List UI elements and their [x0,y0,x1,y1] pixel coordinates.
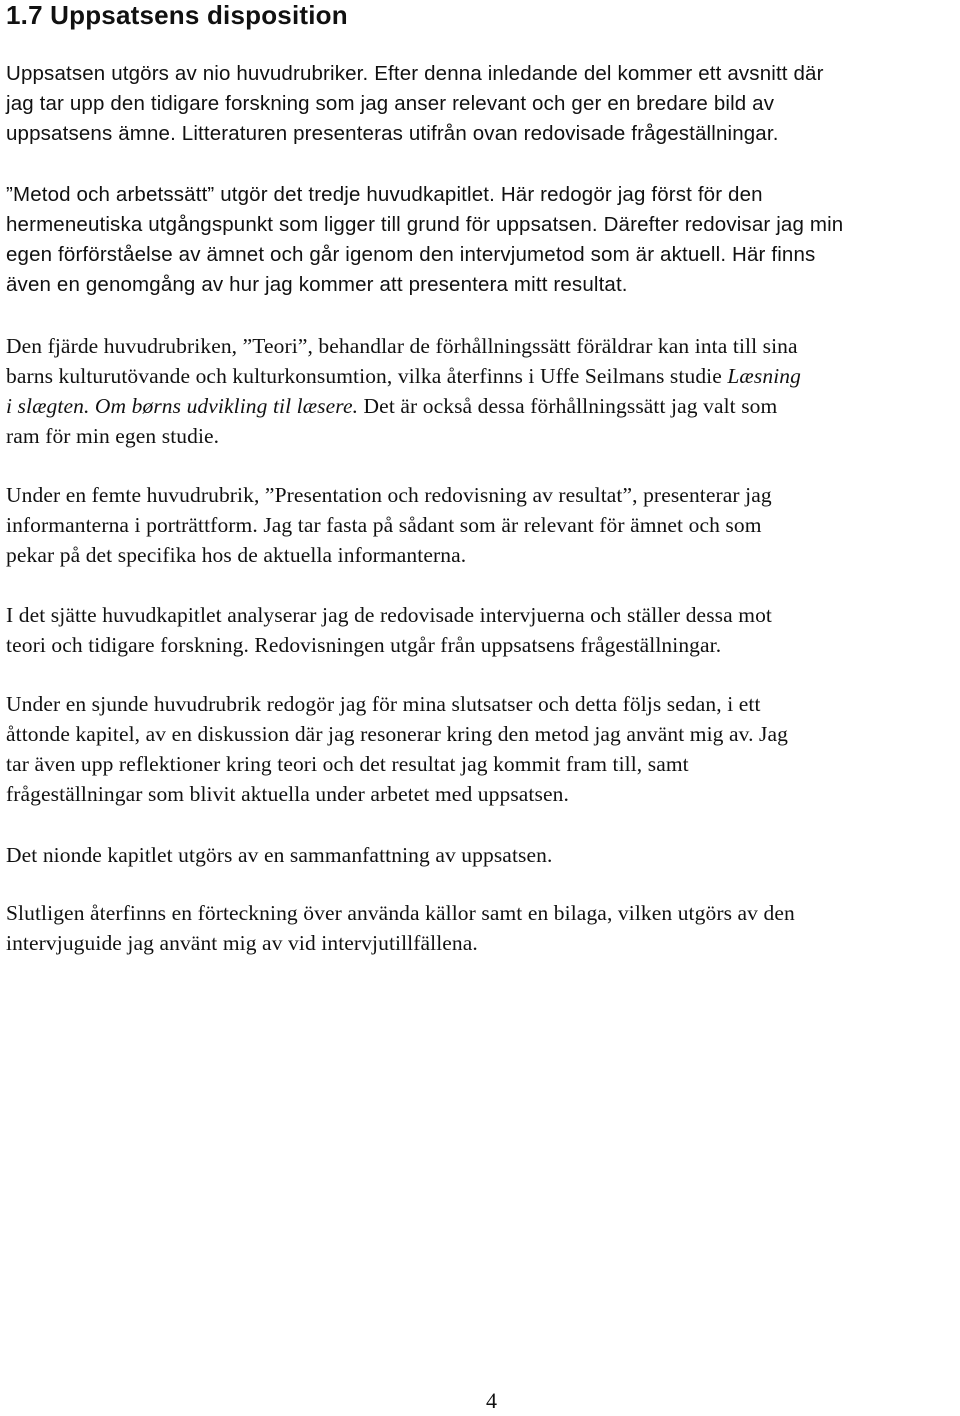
paragraph-presentation [6,480,956,570]
text-line: uppsatsens ämne. Litteraturen presenteras utifrån ovan redovisade frågeställningar. [6,122,779,145]
paragraph-summary [6,840,956,870]
text-line: teori och tidigare forskning. Redovisningen utgår från uppsatsens frågeställningar. [6,633,722,657]
paragraph-analysis [6,600,956,660]
text-line: ”Metod och arbetssätt” utgör det tredje huvudkapitlet. Här redogör jag först för den [6,183,763,206]
text-line: pekar på det specifika hos de aktuella informanterna. [6,543,467,567]
text-line: även en genomgång av hur jag kommer att presentera mitt resultat. [6,273,628,296]
text-line: åttonde kapitel, av en diskussion där jag resonerar kring den metod jag använt mig av. Jag [6,722,788,746]
paragraph-introduction [6,59,956,149]
text-line: Den fjärde huvudrubriken, ”Teori”, behandlar de förhållningssätt föräldrar kan inta till sina [6,334,798,358]
text-line: frågeställningar som blivit aktuella under arbetet med uppsatsen. [6,782,569,806]
section-heading: 1.7 Uppsatsens disposition [6,0,348,30]
page-number: 4 [486,1388,497,1413]
text-line: informanterna i porträttform. Jag tar fasta på sådant som är relevant för ämnet och som [6,513,762,537]
text-line: tar även upp reflektioner kring teori och det resultat jag kommit fram till, samt [6,752,689,776]
text-line: jag tar upp den tidigare forskning som jag anser relevant och ger en bredare bild av [6,92,775,115]
book-title-italic: i slægten. Om børns udvikling til læsere. [6,394,359,418]
text-line: Under en sjunde huvudrubrik redogör jag för mina slutsatser och detta följs sedan, i ett [6,692,761,716]
text-line: Slutligen återfinns en förteckning över använda källor samt en bilaga, vilken utgörs av den [6,901,795,925]
text-line: I det sjätte huvudkapitlet analyserar jag de redovisade intervjuerna och ställer dessa mot [6,603,773,627]
text-line: ram för min egen studie. [6,424,220,448]
text-line: intervjuguide jag använt mig av vid intervjutillfällena. [6,931,478,955]
paragraph-sources [6,898,956,958]
text-line: Uppsatsen utgörs av nio huvudrubriker. Efter denna inledande del kommer ett avsnitt där [6,62,824,85]
text-line: hermeneutiska utgångspunkt som ligger till grund för uppsatsen. Därefter redovisar jag min [6,213,844,236]
text-segment: Det är också dessa förhållningssätt jag valt som [358,394,778,418]
text-line: Under en femte huvudrubrik, ”Presentation och redovisning av resultat”, presenterar jag [6,483,772,507]
text-line: Det nionde kapitlet utgörs av en sammanfattning av uppsatsen. [6,843,553,867]
paragraph-method [6,180,956,300]
paragraph-theory [6,331,956,451]
text-segment: barns kulturutövande och kulturkonsumtion, vilka återfinns i Uffe Seilmans studie [6,364,728,388]
paragraph-conclusions [6,689,956,809]
text-line: egen förförståelse av ämnet och går igenom den intervjumetod som är aktuell. Här finns [6,243,816,266]
text-line [6,361,956,391]
text-line [6,391,956,421]
book-title-italic: Læsning [727,364,801,388]
